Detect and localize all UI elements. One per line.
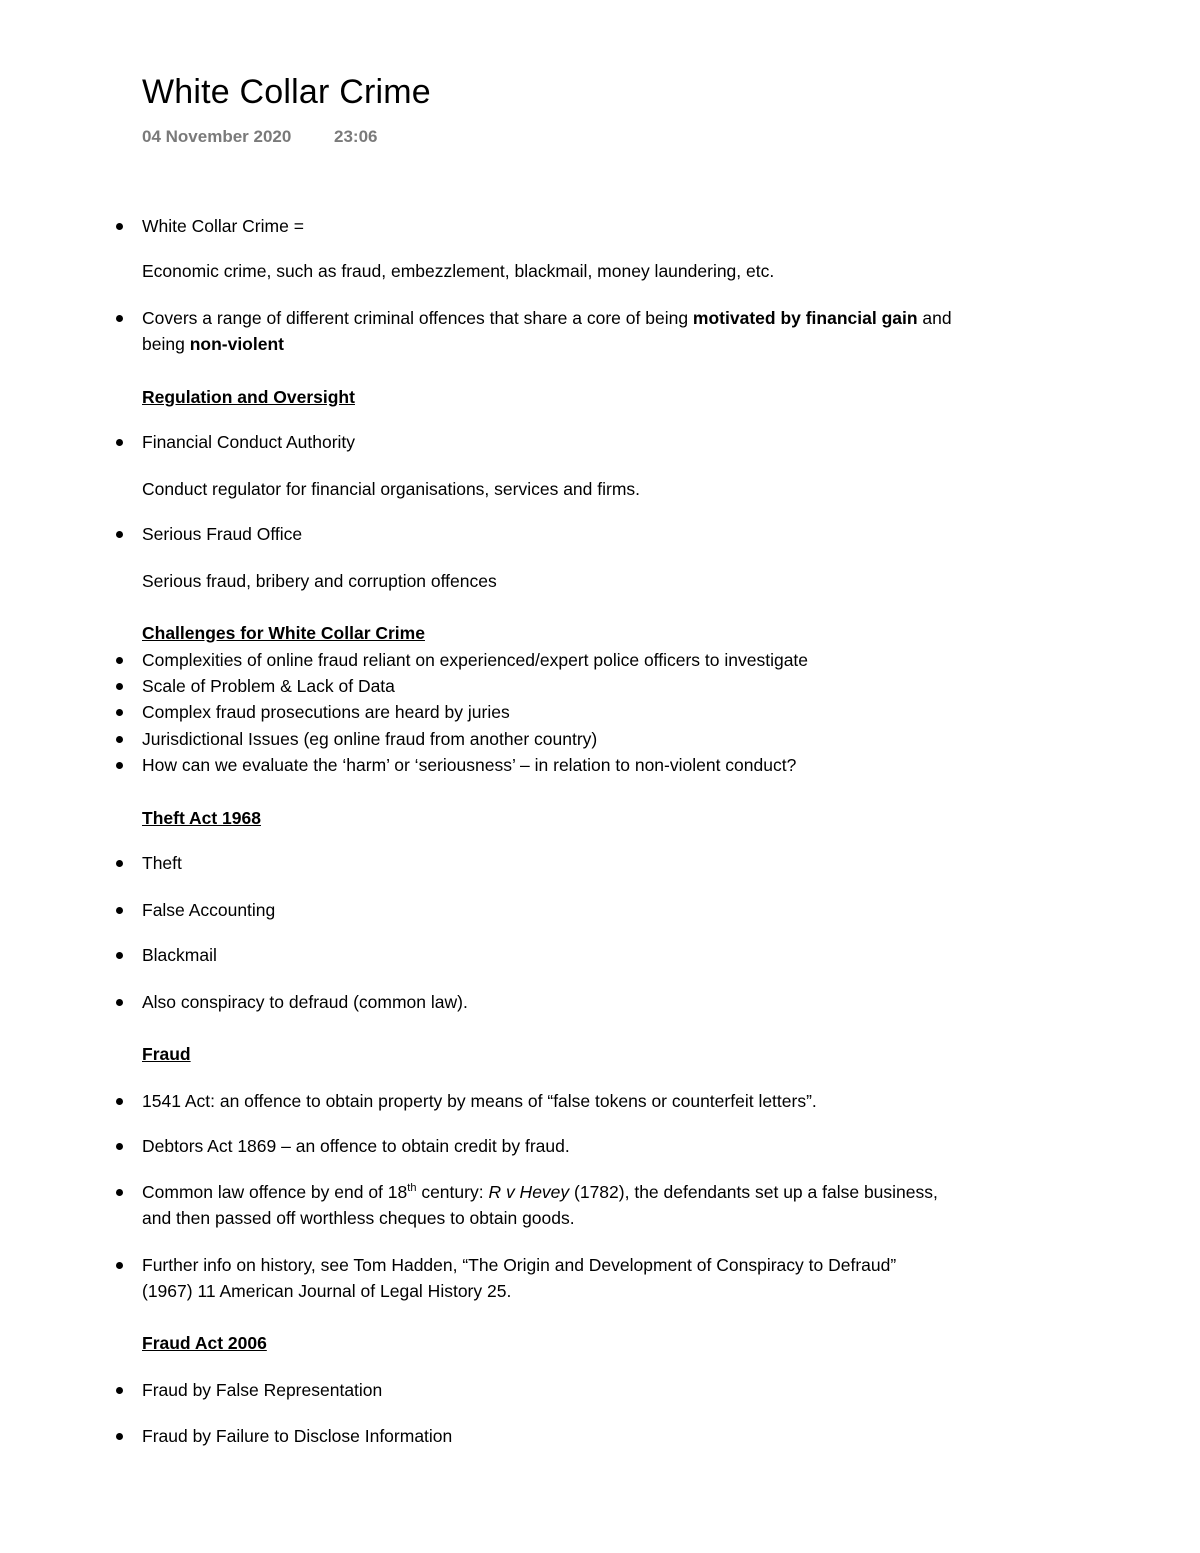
intro-item-2-line-2: being non-violent [142, 334, 284, 354]
section-heading-fraud: Fraud [142, 1044, 191, 1064]
theft-act-item: Blackmail [142, 945, 217, 965]
regulation-item-2: Serious Fraud Office [142, 524, 303, 544]
intro-item-1: White Collar Crime = [142, 216, 304, 236]
page-title: White Collar Crime [142, 73, 431, 111]
theft-act-item: False Accounting [142, 900, 276, 920]
theft-act-item: Also conspiracy to defraud (common law). [142, 992, 468, 1012]
challenges-item: Complexities of online fraud reliant on experienced/expert police officers to investigate [142, 650, 809, 670]
challenges-item: Jurisdictional Issues (eg online fraud from another country) [142, 729, 598, 749]
theft-act-item: Theft [142, 853, 182, 873]
note-time: 23:06 [334, 127, 378, 146]
fraud-act-item: Fraud by Failure to Disclose Information [142, 1426, 453, 1446]
fraud-item-4-line-1: Further info on history, see Tom Hadden, “The Origin and Development of Conspiracy to Defraud” [142, 1255, 897, 1275]
challenges-item: Scale of Problem & Lack of Data [142, 676, 395, 696]
regulation-item-1-detail: Conduct regulator for financial organisations, services and firms. [142, 479, 641, 499]
intro-item-2-line-1: Covers a range of different criminal offences that share a core of being motivated by financial gain and [142, 308, 952, 328]
fraud-item-3-line-2: and then passed off worthless cheques to obtain goods. [142, 1208, 575, 1228]
section-heading-fraud-act: Fraud Act 2006 [142, 1333, 267, 1353]
fraud-act-item: Fraud by False Representation [142, 1380, 383, 1400]
note-date: 04 November 2020 [142, 127, 292, 146]
fraud-item-2: Debtors Act 1869 – an offence to obtain credit by fraud. [142, 1136, 570, 1156]
challenges-item: Complex fraud prosecutions are heard by juries [142, 702, 510, 722]
regulation-item-1: Financial Conduct Authority [142, 432, 356, 452]
section-heading-regulation: Regulation and Oversight [142, 387, 355, 407]
challenges-item: How can we evaluate the ‘harm’ or ‘seriousness’ – in relation to non-violent conduct? [142, 755, 797, 775]
regulation-item-2-detail: Serious fraud, bribery and corruption offences [142, 571, 497, 591]
fraud-item-3-line-1: Common law offence by end of 18th century: R v Hevey (1782), the defendants set up a false business, [142, 1182, 938, 1202]
intro-item-1-detail: Economic crime, such as fraud, embezzlement, blackmail, money laundering, etc. [142, 261, 775, 281]
fraud-item-1: 1541 Act: an offence to obtain property by means of “false tokens or counterfeit letters”. [142, 1091, 817, 1111]
fraud-item-4-line-2: (1967) 11 American Journal of Legal History 25. [142, 1281, 512, 1301]
section-heading-challenges: Challenges for White Collar Crime [142, 623, 425, 643]
section-heading-theft-act: Theft Act 1968 [142, 808, 261, 828]
